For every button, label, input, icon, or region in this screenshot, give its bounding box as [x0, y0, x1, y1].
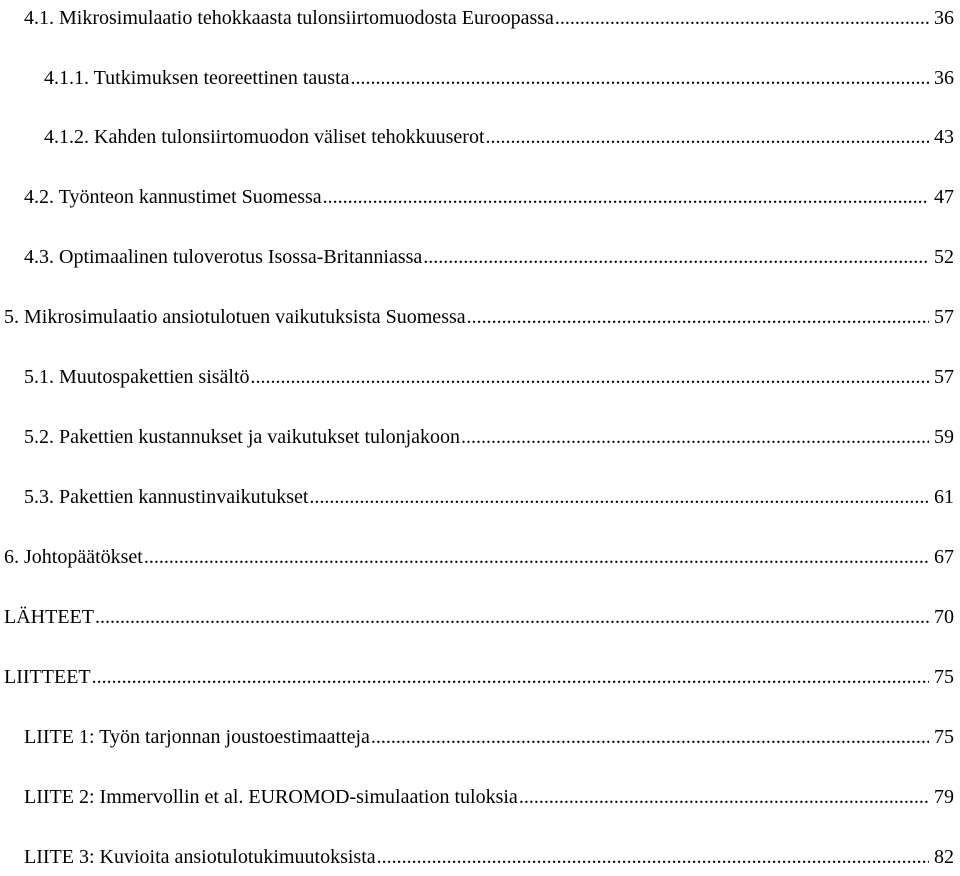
toc-entry-label: LIITE 2: Immervollin et al. EUROMOD-simulaation tuloksia	[24, 786, 518, 808]
toc-dot-leader	[251, 365, 929, 389]
toc-dot-leader	[95, 605, 929, 629]
toc-page-number: 61	[934, 486, 954, 508]
toc-entry-5-2[interactable]	[24, 419, 954, 449]
toc-entry-label: LIITTEET	[4, 666, 91, 688]
toc-entry-label: 4.1.1. Tutkimuksen teoreettinen tausta	[44, 67, 350, 89]
toc-dot-leader	[467, 305, 929, 329]
toc-entry-label: 4.1.2. Kahden tulonsiirtomuodon väliset tehokkuuserot	[44, 126, 485, 148]
toc-dot-leader	[92, 665, 929, 689]
toc-entry-5-1[interactable]	[24, 359, 954, 389]
toc-page-number: 75	[934, 666, 954, 688]
toc-dot-leader	[144, 545, 929, 569]
toc-page-number: 75	[934, 726, 954, 748]
toc-entry-liite-1[interactable]	[24, 719, 954, 749]
toc-page-number: 59	[934, 426, 954, 448]
toc-entry-label: 5. Mikrosimulaatio ansiotulotuen vaikutuksista Suomessa	[4, 306, 466, 328]
toc-entry-5[interactable]	[4, 299, 954, 329]
toc-entry-4-2[interactable]	[24, 179, 954, 209]
toc-dot-leader	[486, 125, 930, 149]
toc-dot-leader	[519, 785, 929, 809]
toc-entry-4-1-2[interactable]	[44, 119, 954, 149]
toc-entry-label: 6. Johtopäätökset	[4, 546, 143, 568]
toc-page-number: 57	[934, 366, 954, 388]
toc-entry-label: 5.2. Pakettien kustannukset ja vaikutukset tulonjakoon	[24, 426, 461, 448]
toc-entry-4-3[interactable]	[24, 239, 954, 269]
toc-page-number: 36	[934, 67, 954, 89]
toc-dot-leader	[351, 66, 929, 90]
toc-entry-label: LIITE 3: Kuvioita ansiotulotukimuutoksista	[24, 846, 376, 868]
toc-page-number: 36	[934, 7, 954, 29]
toc-entry-label: 4.3. Optimaalinen tuloverotus Isossa-Britanniassa	[24, 246, 423, 268]
toc-dot-leader	[323, 185, 929, 209]
toc-page-number: 67	[934, 546, 954, 568]
toc-page-number: 47	[934, 186, 954, 208]
toc-entry-liitteet[interactable]	[4, 659, 954, 689]
toc-dot-leader	[371, 725, 929, 749]
toc-page-number: 82	[934, 846, 954, 868]
toc-entry-4-1-1[interactable]	[44, 60, 954, 90]
toc-entry-liite-2[interactable]	[24, 779, 954, 809]
toc-entry-label: 5.1. Muutospakettien sisältö	[24, 366, 250, 388]
toc-page-number: 43	[934, 126, 954, 148]
toc-entry-label: 4.2. Työnteon kannustimet Suomessa	[24, 186, 322, 208]
toc-entry-label: LIITE 1: Työn tarjonnan joustoestimaatteja	[24, 726, 370, 748]
toc-dot-leader	[423, 245, 929, 269]
toc-dot-leader	[461, 425, 929, 449]
toc-dot-leader	[309, 485, 929, 509]
toc-dot-leader	[377, 845, 929, 869]
toc-entry-5-3[interactable]	[24, 479, 954, 509]
toc-entry-label: 5.3. Pakettien kannustinvaikutukset	[24, 486, 309, 508]
toc-page-number: 70	[934, 606, 954, 628]
toc-entry-lahteet[interactable]	[4, 599, 954, 629]
toc-page-number: 52	[934, 246, 954, 268]
toc-entry-4-1[interactable]	[24, 0, 954, 30]
toc-entry-label: LÄHTEET	[4, 606, 94, 628]
toc-entry-liite-3[interactable]	[24, 839, 954, 869]
toc-entry-label: 4.1. Mikrosimulaatio tehokkaasta tulonsiirtomuodosta Euroopassa	[24, 7, 554, 29]
toc-page-number: 57	[934, 306, 954, 328]
toc-page-number: 79	[934, 786, 954, 808]
toc-entry-6[interactable]	[4, 539, 954, 569]
toc-dot-leader	[555, 6, 929, 30]
